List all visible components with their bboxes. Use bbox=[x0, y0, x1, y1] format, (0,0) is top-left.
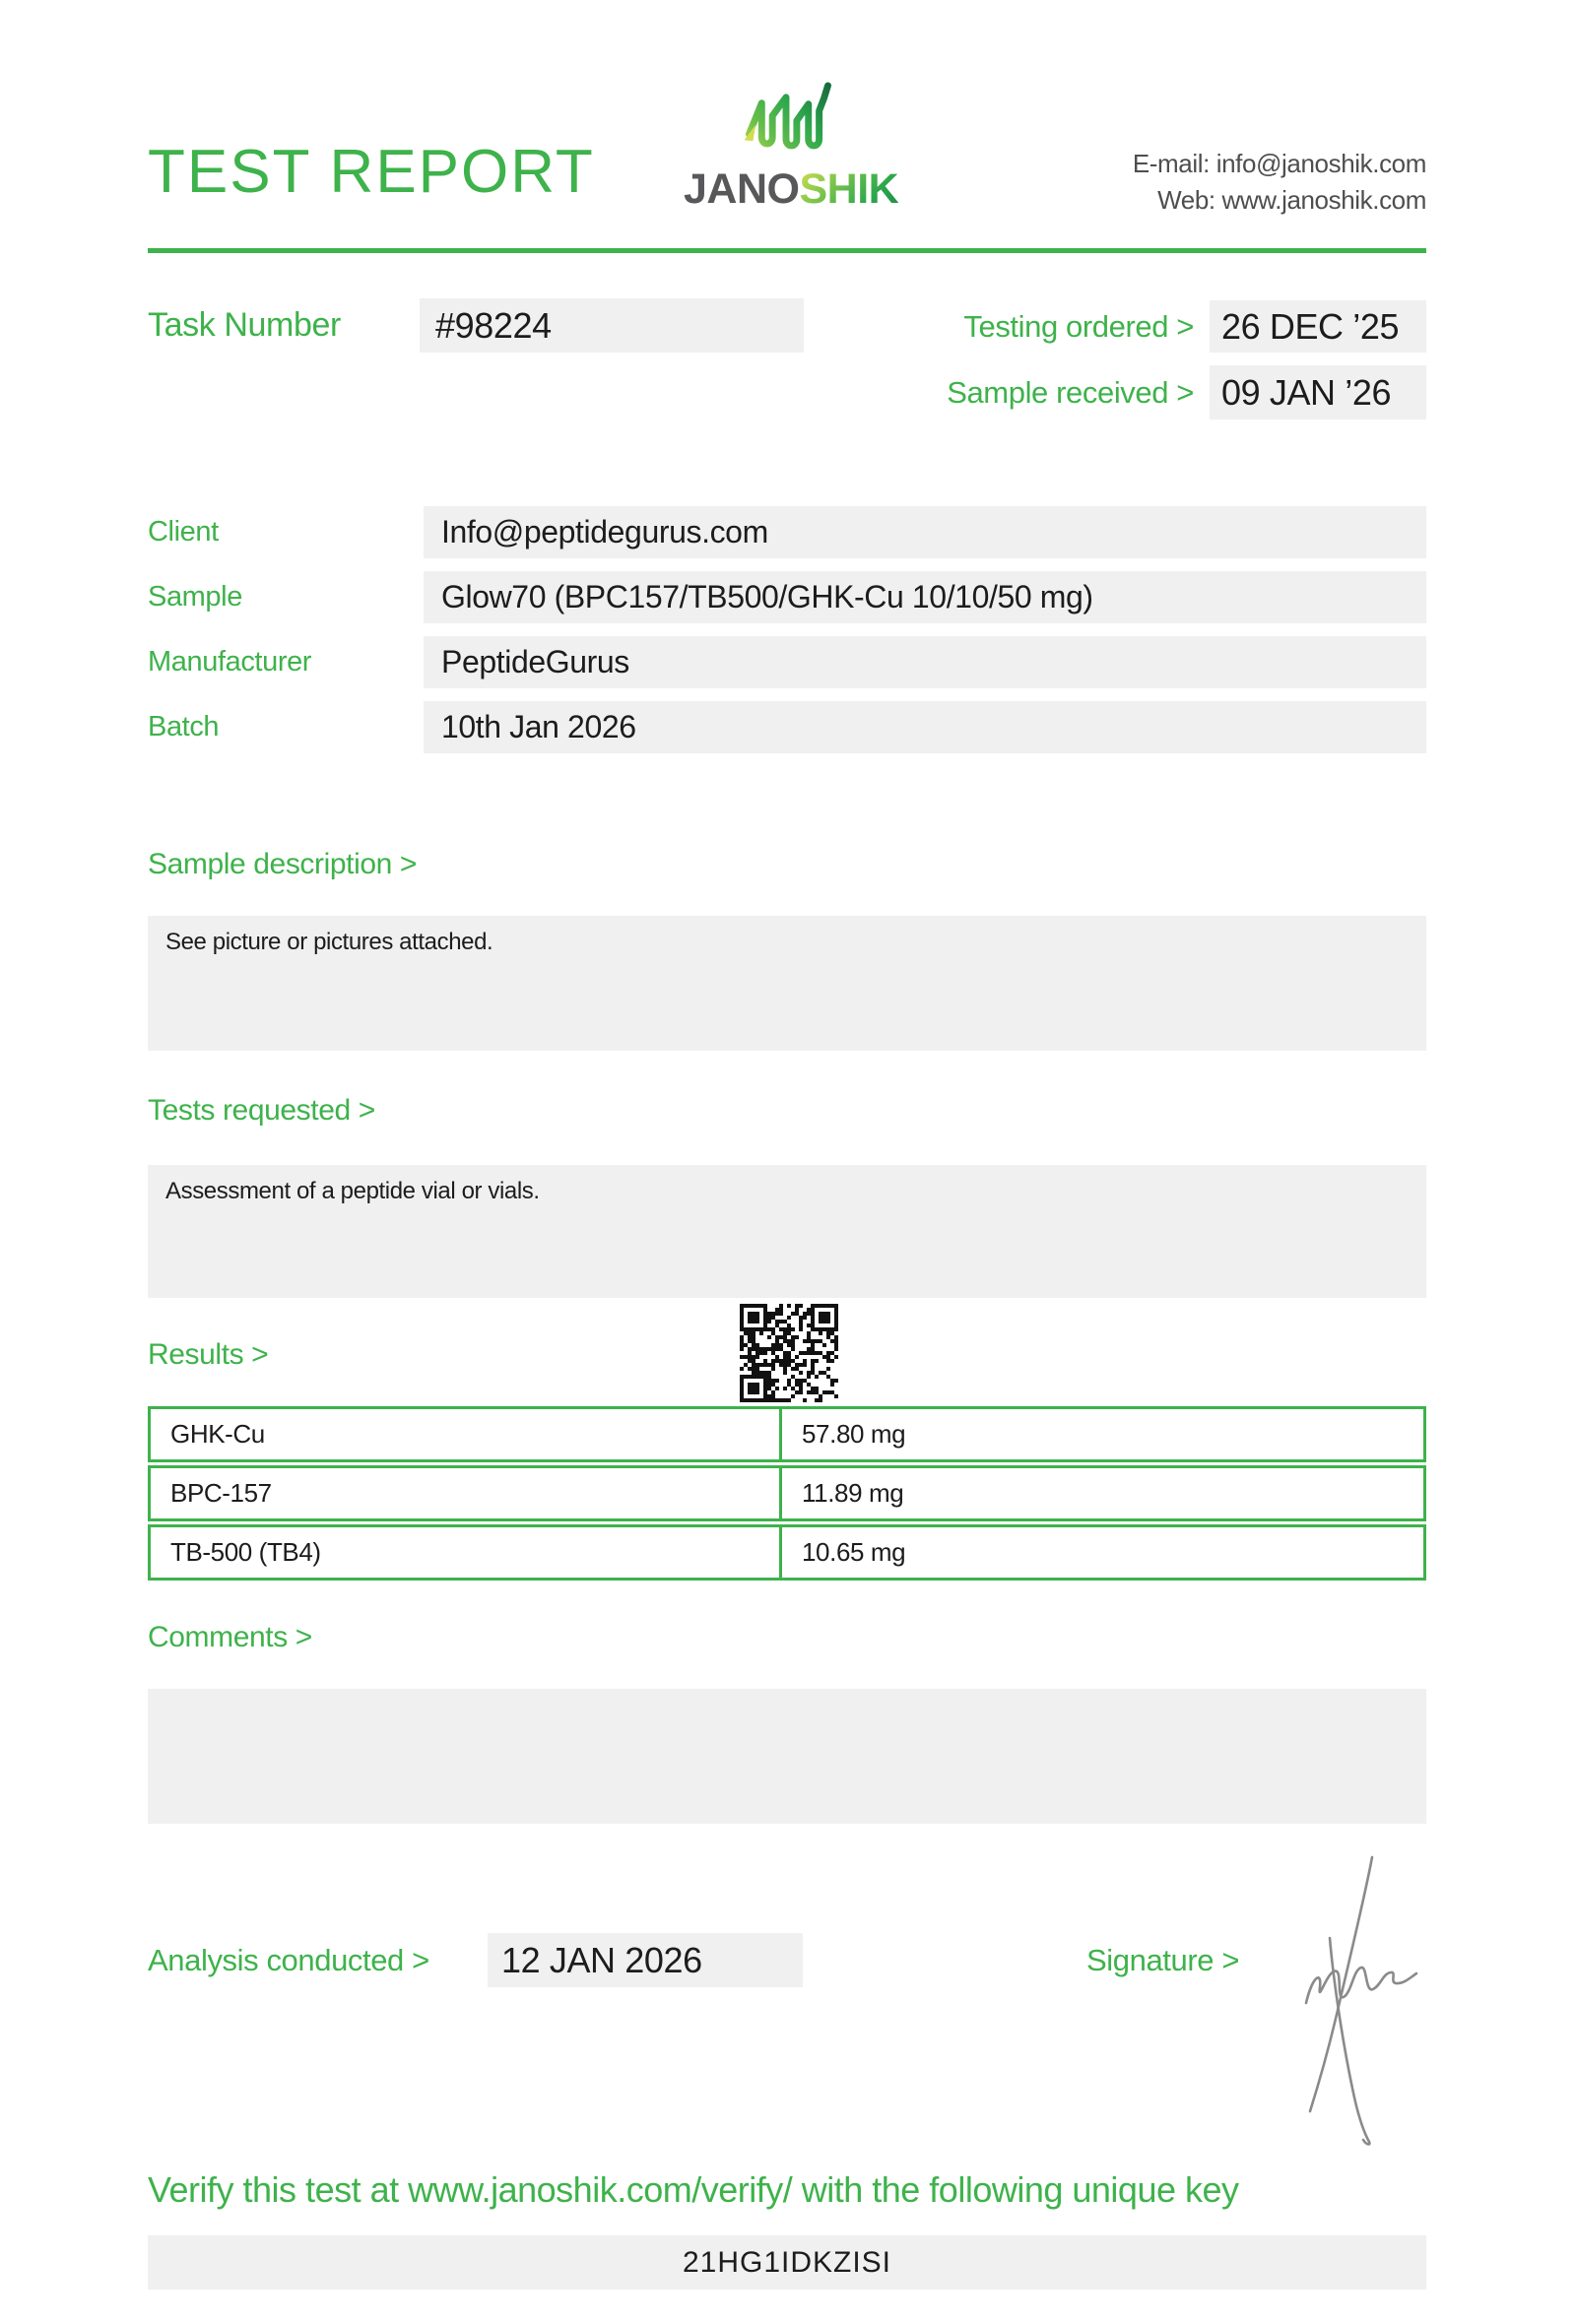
sample-description-text: See picture or pictures attached. bbox=[165, 929, 493, 955]
manufacturer-value: PeptideGurus bbox=[424, 636, 1426, 688]
testing-ordered-label: Testing ordered > bbox=[963, 309, 1194, 344]
chart-growth-icon bbox=[740, 79, 832, 161]
comments-box bbox=[148, 1689, 1426, 1824]
signature-label: Signature > bbox=[1086, 1943, 1240, 1977]
sample-description-header: Sample description > bbox=[148, 848, 417, 880]
results-table bbox=[148, 1406, 1426, 1583]
page-title: TEST REPORT bbox=[148, 138, 595, 206]
contact-email: E-mail: info@janoshik.com bbox=[1132, 149, 1426, 178]
batch-value: 10th Jan 2026 bbox=[424, 701, 1426, 753]
analysis-conducted-label: Analysis conducted > bbox=[148, 1943, 429, 1977]
testing-ordered-value: 26 DEC ’25 bbox=[1210, 300, 1426, 353]
table-row bbox=[148, 1406, 1426, 1462]
analyte-value: 11.89 mg bbox=[779, 1468, 1423, 1518]
analyte-name: BPC-157 bbox=[170, 1478, 272, 1508]
table-row bbox=[148, 1524, 1426, 1581]
sample-value: Glow70 (BPC157/TB500/GHK-Cu 10/10/50 mg) bbox=[424, 571, 1426, 623]
tests-requested-header: Tests requested > bbox=[148, 1094, 375, 1127]
analyte-value: 57.80 mg bbox=[779, 1409, 1423, 1459]
header-divider bbox=[148, 248, 1426, 253]
results-header: Results > bbox=[148, 1338, 269, 1371]
qr-code bbox=[740, 1304, 838, 1402]
table-row bbox=[148, 1465, 1426, 1521]
sample-received-label: Sample received > bbox=[947, 375, 1194, 410]
sample-label: Sample bbox=[148, 581, 242, 613]
comments-header: Comments > bbox=[148, 1621, 312, 1653]
unique-key: 21HG1IDKZISI bbox=[148, 2235, 1426, 2290]
signature-scribble bbox=[1261, 1843, 1418, 2149]
analyte-name: TB-500 (TB4) bbox=[170, 1537, 321, 1567]
task-number-label: Task Number bbox=[148, 306, 341, 344]
wordmark-gray: JANO bbox=[684, 165, 800, 213]
sample-received-value: 09 JAN ’26 bbox=[1210, 365, 1426, 420]
analysis-conducted-value: 12 JAN 2026 bbox=[488, 1933, 803, 1987]
client-label: Client bbox=[148, 516, 219, 548]
tests-requested-box bbox=[148, 1165, 1426, 1298]
verify-instruction: Verify this test at www.janoshik.com/verify/ with the following unique key bbox=[148, 2169, 1239, 2210]
task-number-value: #98224 bbox=[420, 298, 804, 353]
contact-web: Web: www.janoshik.com bbox=[1157, 185, 1426, 215]
janoshik-wordmark bbox=[684, 167, 898, 211]
client-value: Info@peptidegurus.com bbox=[424, 506, 1426, 558]
analyte-value: 10.65 mg bbox=[779, 1527, 1423, 1578]
contact-block bbox=[1133, 146, 1426, 219]
analyte-name: GHK-Cu bbox=[170, 1419, 265, 1449]
wordmark-green: SHIK bbox=[799, 165, 899, 213]
tests-requested-text: Assessment of a peptide vial or vials. bbox=[165, 1178, 540, 1204]
sample-description-box bbox=[148, 916, 1426, 1051]
manufacturer-label: Manufacturer bbox=[148, 646, 312, 678]
batch-label: Batch bbox=[148, 711, 220, 742]
